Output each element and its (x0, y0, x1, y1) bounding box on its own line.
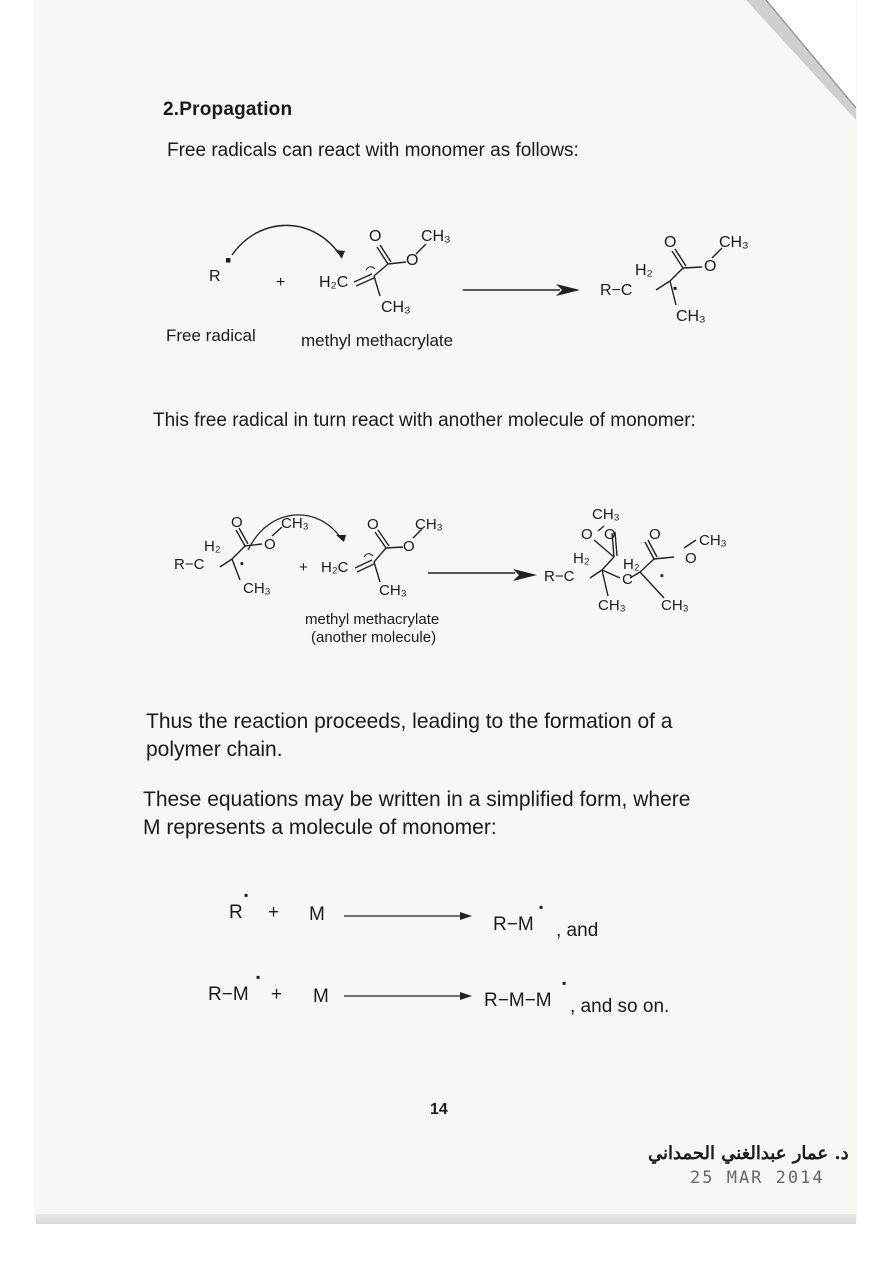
page-bottom-edge (36, 1214, 856, 1224)
eq1-rm: R−M (493, 914, 534, 935)
product-radical-dot: ▪ (673, 281, 678, 295)
p2-rc: R−C (544, 568, 575, 585)
p2-h2-a: H₂ (573, 550, 590, 567)
p2-ch3-top: CH₃ (592, 506, 620, 523)
p2-ester-o-left: O (581, 526, 593, 543)
eq1-plus: + (268, 902, 280, 923)
m2-h2c: H₂C (321, 559, 349, 576)
eq2-arrow (344, 990, 474, 1002)
eq1-r-dot: ▪ (244, 888, 249, 902)
section-heading: 2.Propagation (163, 99, 293, 120)
p2-radical-dot: ▪ (660, 570, 664, 582)
intro-text: Free radicals can react with monomer as follows: (167, 140, 579, 161)
p2-carbonyl-o-left: O (604, 526, 616, 543)
monomer-ester-o: O (406, 252, 419, 269)
eq1-tail: , and (556, 920, 599, 941)
scheme2-plus: + (299, 559, 308, 576)
p2-ester-o-right: O (685, 550, 697, 567)
radical-r: R (209, 268, 221, 285)
eq1-r: R (229, 902, 243, 923)
plus-sign: + (276, 274, 286, 291)
r2-ch3-bottom: CH₃ (243, 580, 271, 597)
eq2-rmm: R−M−M (484, 990, 552, 1011)
m2-label-line1: methyl methacrylate (305, 611, 440, 628)
m2-ch3-bottom: CH₃ (379, 582, 407, 599)
m2-ch3-top: CH₃ (415, 516, 443, 533)
author-signature: د. عمار عبدالغني الحمداني (648, 1143, 849, 1164)
product-ch3-bottom: CH₃ (676, 308, 706, 325)
product-h2: H₂ (635, 262, 653, 279)
eq2-tail: , and so on. (570, 996, 670, 1017)
eq1-m: M (309, 904, 325, 925)
r2-ch3-top: CH₃ (281, 515, 309, 532)
p2-ch3-bottom-2: CH₃ (661, 597, 689, 614)
r2-carbonyl-o: O (231, 514, 243, 531)
radical-dot: ▪ (225, 250, 232, 270)
transition-text: This free radical in turn react with another molecule of monomer: (153, 410, 696, 431)
monomer-ch3-top: CH₃ (421, 228, 451, 245)
monomer-ch3-bottom: CH₃ (381, 299, 411, 316)
eq1-rm-dot: ▪ (539, 900, 544, 914)
product-carbonyl-o: O (664, 234, 677, 251)
product-ch3-top: CH₃ (719, 234, 749, 251)
m2-ester-o: O (403, 538, 415, 555)
p2-h2-b: H₂ (623, 556, 640, 573)
product-rc: R−C (600, 282, 633, 299)
label-free-radical: Free radical (166, 326, 256, 345)
r2-rc: R−C (174, 556, 205, 573)
p2-c: C (622, 571, 633, 588)
eq2-rm: R−M (208, 984, 249, 1005)
eq2-rmm-dot: ▪ (562, 976, 567, 990)
product-ester-o: O (704, 258, 717, 275)
eq2-rm-dot: ▪ (256, 970, 261, 984)
eq2-m: M (313, 986, 329, 1007)
date-stamp: 25 MAR 2014 (690, 1168, 825, 1188)
p2-ch3-bottom-1: CH₃ (598, 597, 626, 614)
paragraph-simplified: These equations may be written in a simplified form, where M represents a molecule of monomer: (143, 788, 691, 840)
r2-ester-o: O (264, 536, 276, 553)
eq2-plus: + (271, 984, 283, 1005)
r2-h2: H₂ (204, 538, 221, 555)
monomer-carbonyl-o: O (369, 228, 382, 245)
p2-carbonyl-o-right: O (649, 526, 661, 543)
r2-radical-dot: ▪ (240, 558, 244, 570)
m2-label-line2: (another molecule) (311, 629, 437, 646)
eq1-arrow (344, 910, 474, 922)
p2-ch3-right: CH₃ (699, 532, 727, 549)
page-number: 14 (430, 1101, 448, 1118)
paragraph-chain: Thus the reaction proceeds, leading to the formation of a polymer chain. (146, 710, 673, 762)
monomer-h2c: H₂C (319, 274, 349, 291)
label-methyl-methacrylate: methyl methacrylate (301, 331, 454, 350)
m2-carbonyl-o: O (367, 516, 379, 533)
